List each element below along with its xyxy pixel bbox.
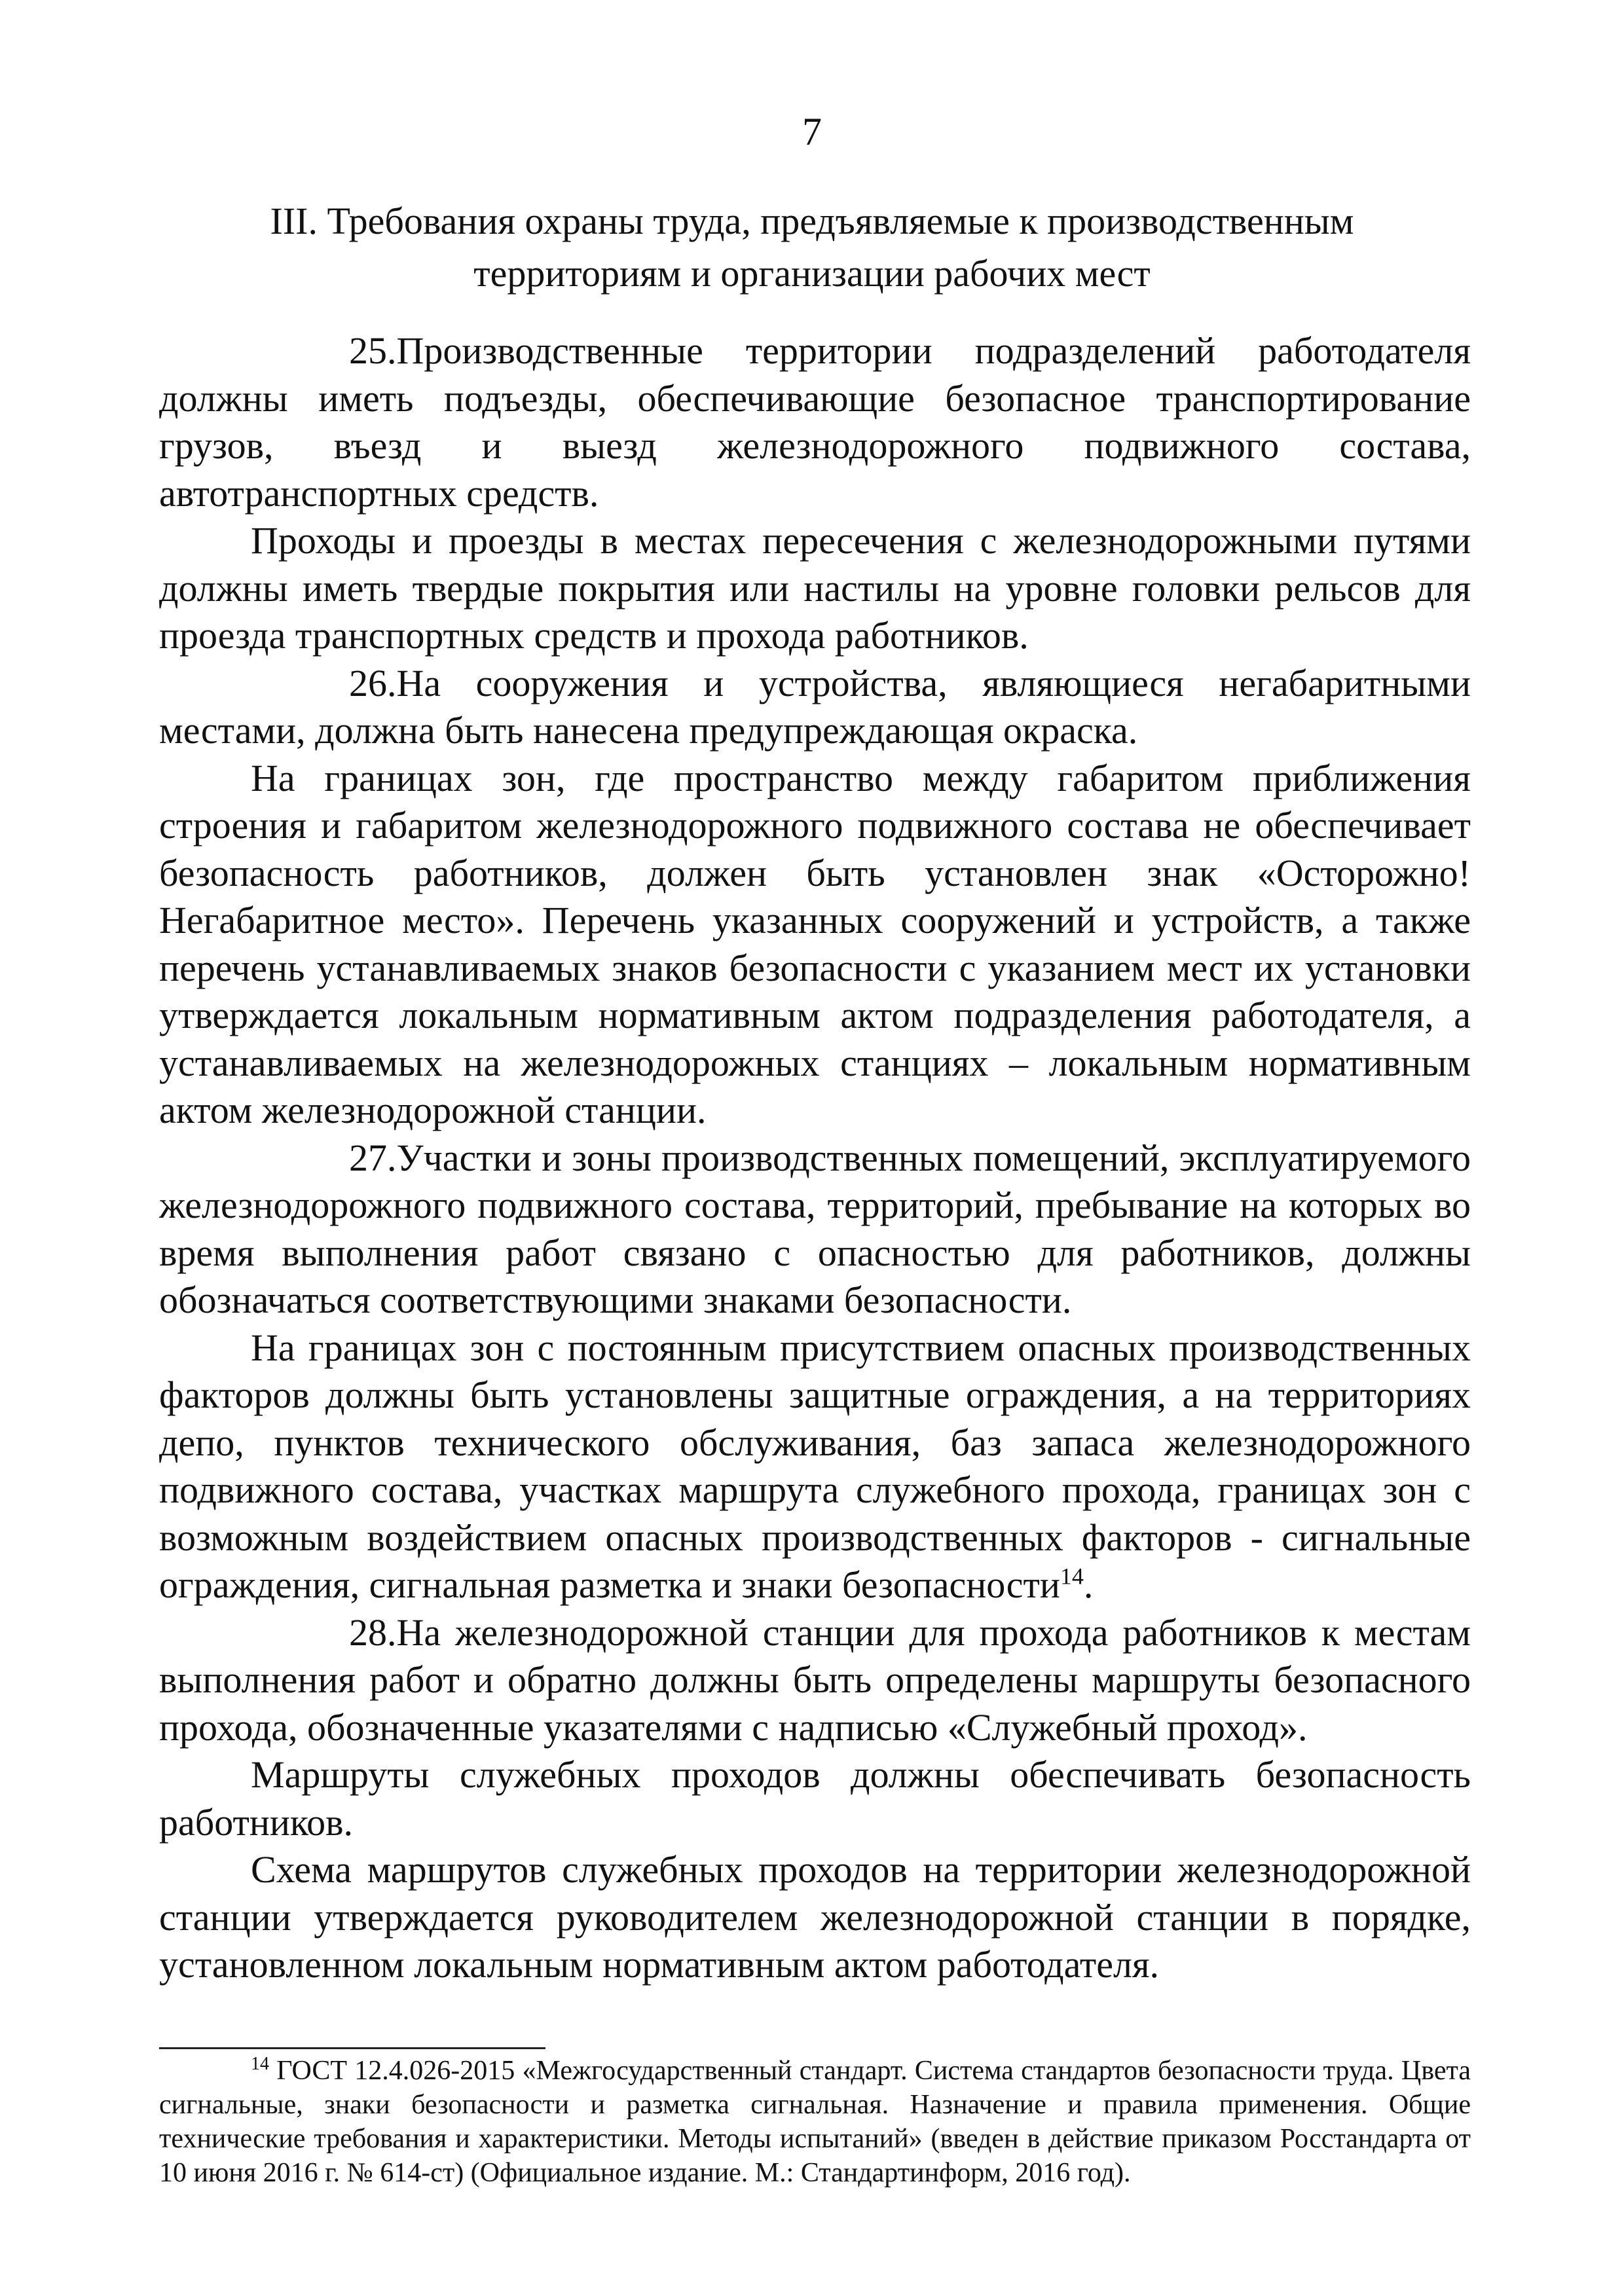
paragraph-number: 26. xyxy=(349,661,397,704)
paragraph-text: На границах зон с постоянным присутствием опасных производственных факторов должны быть установлены защитные ограждения, а на территориях депо, пунктов технического обслуживания, баз запаса железнодорожного подвижного состава, участках маршрута служебного прохода, границах зон с возможным воздействием опасных производственных факторов - сигнальные ограждения, сигнальная разметка и знаки безопасности xyxy=(159,1326,1471,1606)
footnote-reference[interactable]: 14 xyxy=(1060,1563,1084,1590)
paragraph-number: 27. xyxy=(349,1136,397,1179)
paragraph-25 xyxy=(159,327,1471,517)
footnote-separator xyxy=(159,2047,545,2049)
footnote-marker: 14 xyxy=(251,2054,269,2074)
paragraph-text: На железнодорожной станции для прохода работников к местам выполнения работ и обратно должны быть определены маршруты безопасного прохода, обозначенные указателями с надписью «Служебный проход». xyxy=(159,1611,1471,1749)
paragraph-text: Производственные территории подразделений работодателя должны иметь подъезды, обеспечивающие безопасное транспортирование грузов, въезд и выезд железнодорожного подвижного состава, автотранспортных средств. xyxy=(159,329,1471,515)
section-title-line-1: III. Требования охраны труда, предъявляемые к производственным xyxy=(270,200,1354,242)
paragraph-28-scheme: Схема маршрутов служебных проходов на территории железнодорожной станции утверждается руководителем железнодорожной станции в порядке, установленном локальным нормативным актом работодателя. xyxy=(159,1848,1471,1986)
paragraph-text: На сооружения и устройства, являющиеся негабаритными местами, должна быть нанесена предупреждающая окраска. xyxy=(159,661,1471,752)
paragraph-26-continued: На границах зон, где пространство между габаритом приближения строения и габаритом железнодорожного подвижного состава не обеспечивает безопасность работников, должен быть установлен знак «Осторожно! Негабаритное место». Перечень указанных сооружений и устройств, а также перечень устанавливаемых знаков безопасности с указанием мест их установки утверждается локальным нормативным актом подразделения работодателя, а устанавливаемых на железнодорожных станциях – локальным нормативным актом железнодорожной станции. xyxy=(159,756,1471,1131)
document-body xyxy=(159,327,1471,1989)
paragraph-text: Участки и зоны производственных помещений, эксплуатируемого железнодорожного подвижного состава, территорий, пребывание на которых во время выполнения работ связано с опасностью для работников, должны обозначаться соответствующими знаками безопасности. xyxy=(159,1136,1471,1321)
footnote-text: ГОСТ 12.4.026-2015 «Межгосударственный стандарт. Система стандартов безопасности труда. Цвета сигнальные, знаки безопасности и разметка сигнальная. Назначение и правила применения. Общие технические требования и характеристики. Методы испытаний» (введен в действие приказом Росстандарта от 10 июня 2016 г. № 614-ст) (Официальное издание. М.: Стандартинформ, 2016 год). xyxy=(159,2056,1471,2188)
paragraph-28-continued: Маршруты служебных проходов должны обеспечивать безопасность работников. xyxy=(159,1753,1471,1844)
page-number: 7 xyxy=(802,110,822,153)
paragraph-end: . xyxy=(1083,1563,1094,1606)
paragraph-number: 28. xyxy=(349,1611,397,1654)
paragraph-27-continued xyxy=(159,1324,1471,1609)
section-title-line-2: территориям и организации рабочих мест xyxy=(473,252,1151,295)
paragraph-28 xyxy=(159,1609,1471,1752)
section-title xyxy=(164,195,1460,300)
paragraph-25-continued: Проходы и проезды в местах пересечения с железнодорожными путями должны иметь твердые покрытия или настилы на уровне головки рельсов для проезда транспортных средств и прохода работников. xyxy=(159,519,1471,657)
paragraph-26 xyxy=(159,660,1471,755)
paragraph-number: 25. xyxy=(349,329,397,372)
paragraph-27 xyxy=(159,1135,1471,1324)
footnote-14 xyxy=(159,2054,1471,2190)
